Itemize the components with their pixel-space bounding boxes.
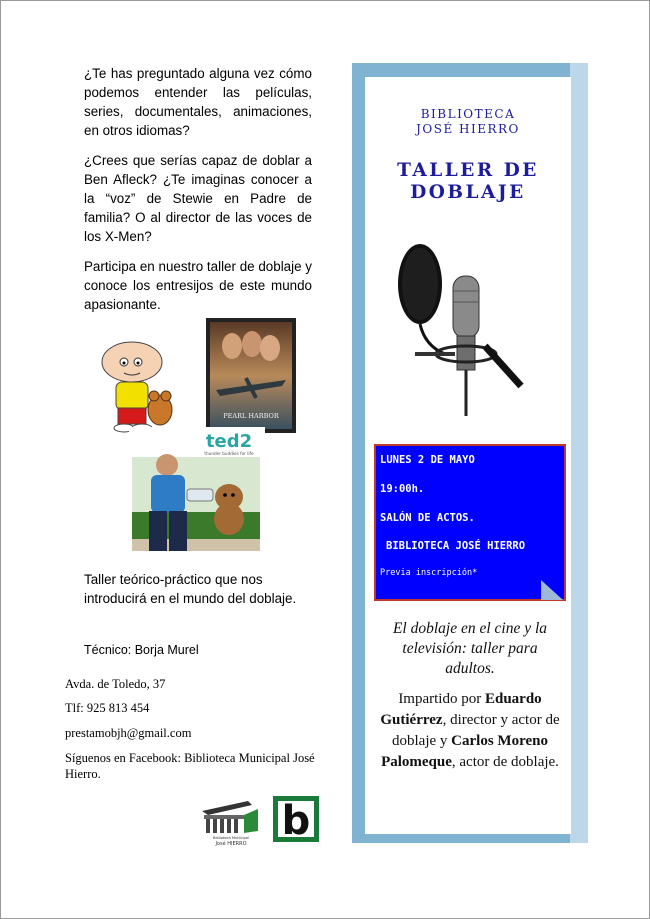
- library-logo-text-1: Biblioteca Municipal: [213, 836, 249, 840]
- ted2-poster-image: [129, 427, 265, 567]
- taller-description: Taller teórico-práctico que nos introducirá en el mundo del doblaje.: [84, 572, 297, 606]
- instructors-text: [376, 689, 564, 773]
- instructor-name-1: Eduardo Gutiérrez: [380, 691, 542, 728]
- instructors-prefix: Impartido por: [398, 691, 485, 707]
- instructors-suffix: , actor de doblaje.: [451, 754, 559, 770]
- workshop-title-line-2: DOBLAJE: [410, 182, 526, 203]
- facebook-text: Síguenos en Facebook: Biblioteca Municipal José Hierro.: [65, 751, 315, 781]
- page-fold-corner: [541, 580, 563, 600]
- instructors-mid: , director y actor de doblaje y: [392, 712, 560, 749]
- address-text: Avda. de Toledo, 37: [65, 677, 166, 691]
- event-time: 19:00h.: [380, 483, 425, 495]
- intro-paragraph-1: ¿Te has preguntado alguna vez cómo podemos entender las películas, series, documentales, animaciones, en otros idiomas?: [84, 66, 312, 138]
- intro-paragraph-2: ¿Crees que serías capaz de doblar a Ben Afleck? ¿Te imaginas conocer a la “voz” de Stewie en Padre de familia? O al director de las voces de los X-Men?: [84, 153, 312, 244]
- stewie-cartoon-image: [94, 340, 184, 435]
- library-logo-text-2: José HIERRO: [215, 841, 247, 847]
- panel-light-stripe: [570, 63, 588, 843]
- event-venue: BIBLIOTECA JOSÉ HIERRO: [386, 540, 526, 552]
- workshop-description: El doblaje en el cine y la televisión: taller para adultos.: [392, 620, 548, 677]
- library-name-line-2: JOSÉ HIERRO: [416, 122, 520, 136]
- ted2-tagline: thunder buddies for life: [204, 451, 254, 456]
- event-info-box: [374, 444, 566, 601]
- intro-paragraph-3: Participa en nuestro taller de doblaje y conoce los entresijos de este mundo apasionante.: [84, 259, 312, 312]
- event-place: SALÓN DE ACTOS.: [380, 512, 475, 524]
- library-logo: [200, 797, 262, 847]
- b-logo: [273, 796, 319, 842]
- library-name: [365, 107, 571, 137]
- workshop-title-line-1: TALLER DE: [397, 160, 539, 181]
- tecnico-label: Técnico: Borja Murel: [84, 643, 199, 657]
- workshop-title: [365, 160, 571, 204]
- poster-title: PEARL HARBOR: [223, 412, 279, 420]
- b-logo-letter: b: [281, 798, 311, 842]
- library-name-line-1: BIBLIOTECA: [420, 107, 516, 121]
- ted2-title: ted2: [205, 431, 253, 452]
- instructor-name-2: Carlos Moreno Palomeque: [381, 733, 548, 770]
- intro-text: [84, 64, 312, 325]
- event-date: LUNES 2 DE MAYO: [380, 454, 475, 466]
- phone-text: Tlf: 925 813 454: [65, 701, 150, 715]
- email-text: prestamobjh@gmail.com: [65, 726, 192, 740]
- studio-microphone-image: [395, 236, 537, 426]
- pearl-harbor-poster-image: [206, 318, 296, 433]
- event-note: Previa inscripción*: [380, 568, 478, 578]
